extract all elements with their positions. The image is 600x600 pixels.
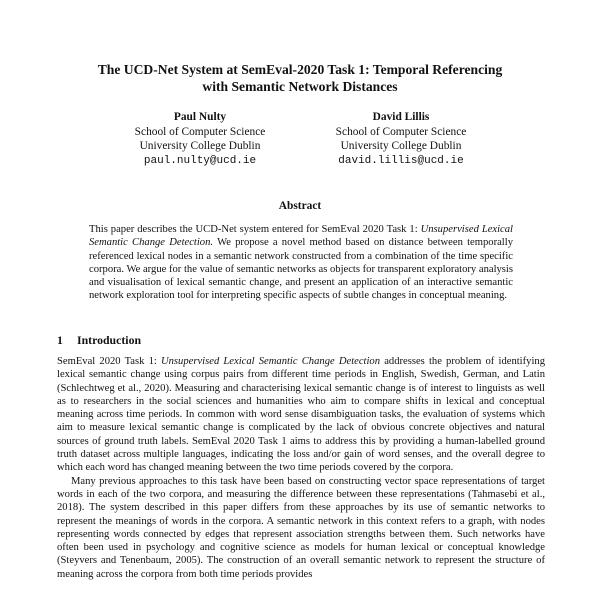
author-institution: University College Dublin <box>340 140 462 152</box>
abstract-text <box>89 223 513 303</box>
paragraph-start: SemEval 2020 Task 1: <box>57 356 161 367</box>
author-name: David Lillis <box>372 111 430 123</box>
task-title-italic: Unsupervised Lexical Semantic Change Detection. <box>89 224 513 249</box>
abstract-text-rest: We propose a novel method based on distance between temporally referenced lexical nodes in a semantic network constructed from a combination of the time specific corpora. We argue for the value of semantic networks as objects for transparent exploratory analysis and visualisation of lexical semantic change, and present an application of an interactive semantic network exploration tool for interpreting specific aspects of subtle changes in conceptual meaning. <box>89 237 513 302</box>
author-block-1 <box>90 110 310 168</box>
abstract-text-start: This paper describes the UCD-Net system entered for SemEval 2020 Task 1: <box>89 224 421 235</box>
author-email[interactable]: paul.nulty@ucd.ie <box>143 154 257 167</box>
section-title: Introduction <box>77 333 142 347</box>
task-title-italic: Unsupervised Lexical Semantic Change Detection <box>160 356 381 367</box>
section-number: 1 <box>57 333 63 347</box>
author-institution: University College Dublin <box>139 140 261 152</box>
author-department: School of Computer Science <box>335 125 467 138</box>
author-block-2 <box>291 110 511 168</box>
author-department: School of Computer Science <box>134 125 266 138</box>
title-line-1: The UCD-Net System at SemEval-2020 Task 1: Temporal Referencing <box>97 62 503 77</box>
paragraph: Many previous approaches to this task have been based on constructing vector space representations of target words in each of the two corpora, and measuring the difference between these representations (Tahmasebi et al., 2018). The system described in this paper differs from these approaches by its use of semantic networks to represent the meanings of words in the corpora. A semantic network in this context refers to a graph, with nodes representing words connected by edges that represent association strengths between them. Such networks have often been used in psychology and cognitive science as models for human lexical or conceptual knowledge (Steyvers and Tenenbaum, 2005). The construction of an overall semantic network to represent the structure of meaning across the corpora from both time periods provides <box>57 475 545 580</box>
paragraph-rest: addresses the problem of identifying lexical semantic change using corpus pairs from different time periods in English, Swedish, German, and Latin (Schlechtweg et al., 2020). Measuring and characterising lexical semantic change is of interest to linguists as well as to researchers in the social sciences and humanities who aim to compare shifts in lexical and conceptual meaning across time periods. In common with word sense disambiguation tasks, the evaluation of systems which aim to measure lexical semantic change is complicated by the lack of obvious concrete objectives and natural sources of ground truth labels. SemEval 2020 Task 1 aims to address this by providing a human-labelled ground truth dataset across multiple languages, indicating the loss and/or gain of word senses, and the overall degree to which each word has changed meaning between the two time periods covered by the corpora. <box>57 356 545 474</box>
title-line-2: with Semantic Network Distances <box>202 79 398 94</box>
paper-title <box>0 61 600 95</box>
author-name: Paul Nulty <box>173 111 227 123</box>
abstract-heading: Abstract <box>278 200 322 212</box>
paragraph <box>57 355 545 475</box>
section-heading <box>57 333 141 348</box>
section-body <box>57 355 545 581</box>
author-email[interactable]: david.lillis@ucd.ie <box>338 154 464 167</box>
